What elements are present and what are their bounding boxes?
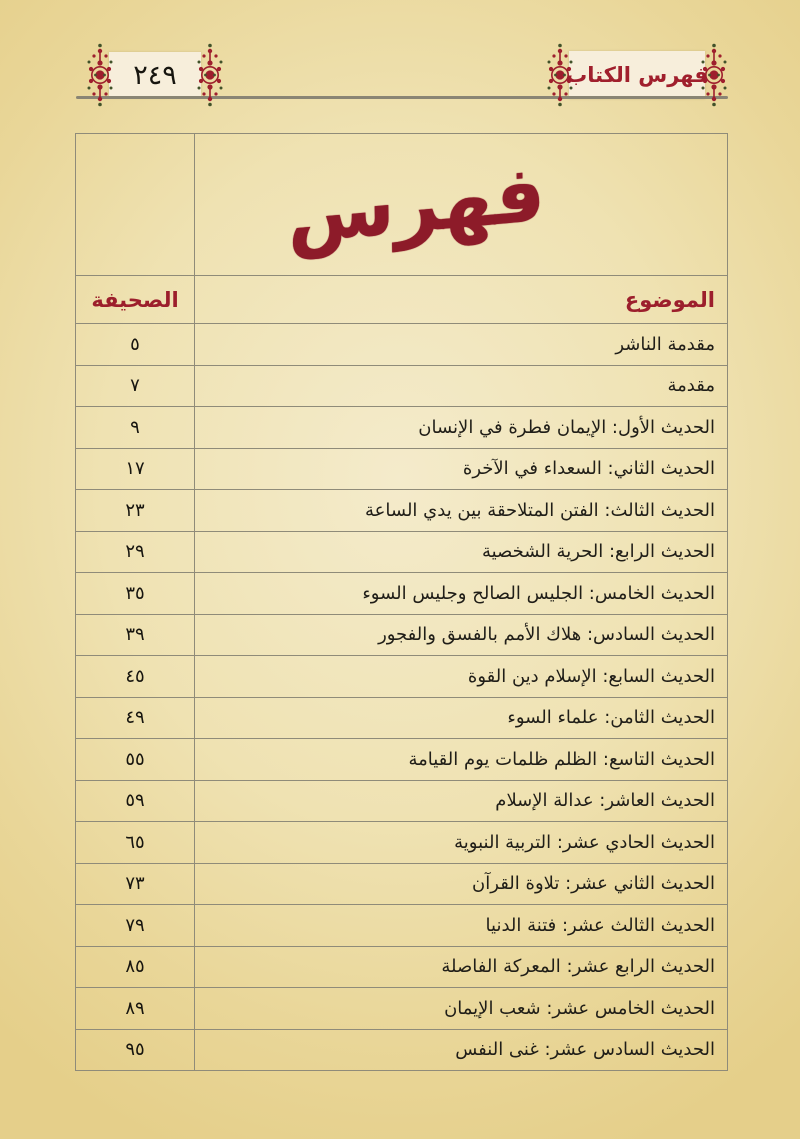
toc-row <box>76 780 728 822</box>
toc-page-number: ٤٩ <box>76 697 195 739</box>
toc-page-number: ٧٩ <box>76 905 195 947</box>
toc-topic: الحديث السادس: هلاك الأمم بالفسق والفجور <box>195 614 728 656</box>
toc-row <box>76 573 728 615</box>
toc-topic: الحديث السابع: الإسلام دين القوة <box>195 656 728 698</box>
toc-topic: الحديث الخامس: الجليس الصالح وجليس السوء <box>195 573 728 615</box>
toc-topic: الحديث الثالث: الفتن المتلاحقة بين يدي الساعة <box>195 490 728 532</box>
toc-row <box>76 863 728 905</box>
toc-topic: الحديث الخامس عشر: شعب الإيمان <box>195 988 728 1030</box>
column-header-row <box>76 276 728 324</box>
book-index-label: فهرس الكتاب <box>566 63 708 87</box>
toc-page-number: ٢٩ <box>76 531 195 573</box>
toc-topic: الحديث الأول: الإيمان فطرة في الإنسان <box>195 407 728 449</box>
toc-page-number: ٣٥ <box>76 573 195 615</box>
toc-row <box>76 614 728 656</box>
book-index-plate <box>566 51 708 99</box>
toc-row <box>76 822 728 864</box>
toc-row <box>76 365 728 407</box>
toc-topic: الحديث الرابع عشر: المعركة الفاصلة <box>195 946 728 988</box>
toc-table <box>75 133 728 1071</box>
toc-topic: الحديث الرابع: الحرية الشخصية <box>195 531 728 573</box>
calligraphy-title-cell <box>195 134 728 276</box>
toc-row <box>76 490 728 532</box>
toc-page-number: ٧٣ <box>76 863 195 905</box>
toc-topic: الحديث الثامن: علماء السوء <box>195 697 728 739</box>
toc-topic: الحديث الحادي عشر: التربية النبوية <box>195 822 728 864</box>
toc-row <box>76 988 728 1030</box>
toc-page-number: ٥ <box>76 324 195 366</box>
toc-page-number: ٣٩ <box>76 614 195 656</box>
title-row-empty-cell <box>76 134 195 276</box>
toc-row <box>76 697 728 739</box>
toc-container <box>76 133 728 1071</box>
toc-page-number: ١٧ <box>76 448 195 490</box>
toc-row <box>76 946 728 988</box>
toc-row <box>76 1029 728 1071</box>
toc-page-number: ٩ <box>76 407 195 449</box>
toc-page-number: ٤٥ <box>76 656 195 698</box>
toc-topic: مقدمة <box>195 365 728 407</box>
page-column-header: الصحيفة <box>76 276 195 324</box>
toc-topic: الحديث الثاني عشر: تلاوة القرآن <box>195 863 728 905</box>
toc-body <box>76 134 728 1071</box>
toc-topic: الحديث العاشر: عدالة الإسلام <box>195 780 728 822</box>
toc-topic: مقدمة الناشر <box>195 324 728 366</box>
floral-ornament-icon <box>545 42 575 108</box>
toc-row <box>76 905 728 947</box>
page-number-plate <box>109 52 201 98</box>
toc-page-number: ٨٩ <box>76 988 195 1030</box>
floral-ornament-icon <box>195 42 225 108</box>
toc-row <box>76 739 728 781</box>
toc-page-number: ٨٥ <box>76 946 195 988</box>
toc-row <box>76 448 728 490</box>
toc-page-number: ٢٣ <box>76 490 195 532</box>
toc-topic: الحديث التاسع: الظلم ظلمات يوم القيامة <box>195 739 728 781</box>
toc-page-number: ٩٥ <box>76 1029 195 1071</box>
toc-page-number: ٧ <box>76 365 195 407</box>
toc-topic: الحديث السادس عشر: غنى النفس <box>195 1029 728 1071</box>
topic-column-header: الموضوع <box>195 276 728 324</box>
toc-row <box>76 324 728 366</box>
toc-page-number: ٦٥ <box>76 822 195 864</box>
toc-page-number: ٥٥ <box>76 739 195 781</box>
calligraphy-title: فهرس <box>286 148 546 261</box>
toc-row <box>76 656 728 698</box>
toc-topic: الحديث الثاني: السعداء في الآخرة <box>195 448 728 490</box>
toc-topic: الحديث الثالث عشر: فتنة الدنيا <box>195 905 728 947</box>
floral-ornament-icon <box>699 42 729 108</box>
toc-row <box>76 531 728 573</box>
header-divider <box>76 96 728 99</box>
floral-ornament-icon <box>85 42 115 108</box>
toc-row <box>76 407 728 449</box>
page-number: ٢٤٩ <box>133 59 177 91</box>
title-row <box>76 134 728 276</box>
toc-page-number: ٥٩ <box>76 780 195 822</box>
